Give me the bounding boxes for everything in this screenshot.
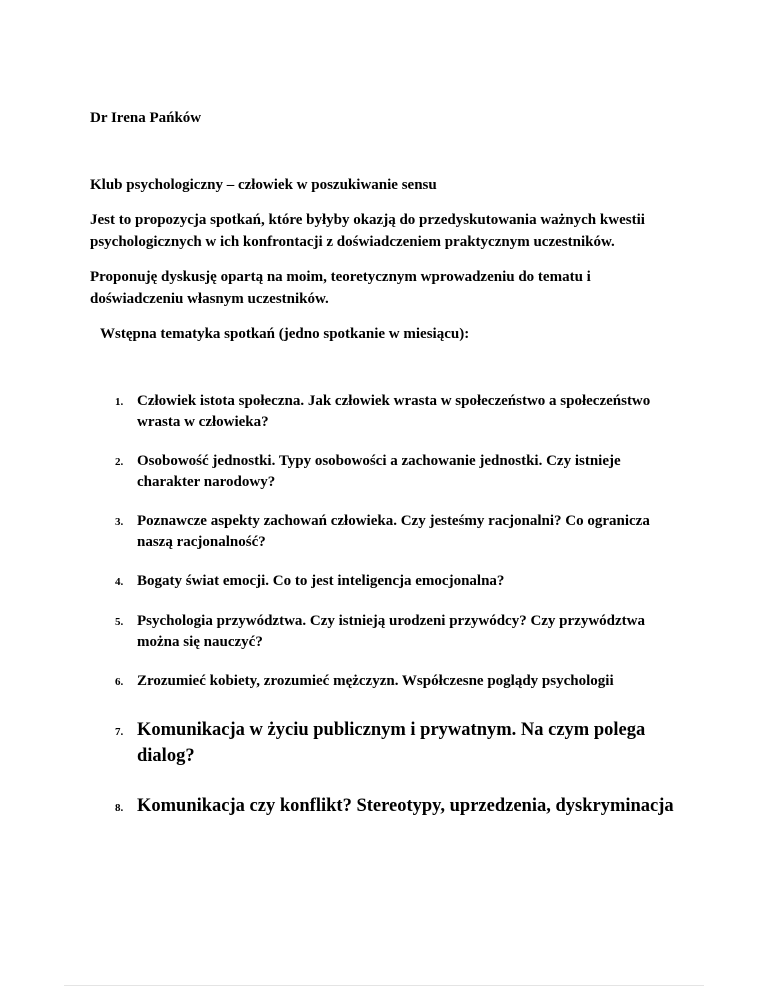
intro-paragraph-2: Proponuję dyskusję opartą na moim, teoretycznym wprowadzeniu do tematu i doświadczeniu własnym uczestników. (90, 269, 591, 307)
document-title: Klub psychologiczny – człowiek w poszukiwanie sensu (90, 177, 437, 193)
list-item-text: Psychologia przywództwa. Czy istnieją urodzeni przywódcy? Czy przywództwa można się nauczyć? (137, 613, 646, 650)
intro-paragraph-1: Jest to propozycja spotkań, które byłyby okazją do przedyskutowania ważnych kwestii psychologicznych w ich konfrontacji z doświadczeniem praktycznym uczestników. (90, 212, 645, 250)
list-item (90, 793, 682, 819)
list-item (90, 671, 682, 693)
list-item-number: 4. (115, 576, 124, 588)
list-item-number: 8. (115, 802, 124, 814)
list-item-number: 1. (115, 396, 124, 408)
list-item-number: 5. (115, 616, 124, 628)
topic-list (90, 391, 682, 819)
list-item (90, 391, 682, 433)
list-item (90, 717, 682, 769)
list-item-text: Komunikacja w życiu publicznym i prywatnym. Na czym polega dialog? (137, 720, 646, 766)
list-item-text: Bogaty świat emocji. Co to jest inteligencja emocjonalna? (137, 573, 505, 589)
list-item (90, 451, 682, 493)
list-intro: Wstępna tematyka spotkań (jedno spotkanie w miesiącu): (100, 326, 470, 342)
list-item-text: Poznawcze aspekty zachowań człowieka. Czy jesteśmy racjonalni? Co ogranicza naszą racjonalność? (137, 513, 650, 550)
list-item-text: Osobowość jednostki. Typy osobowości a zachowanie jednostki. Czy istnieje charakter narodowy? (137, 453, 621, 490)
list-item (90, 571, 682, 593)
author-line: Dr Irena Pańków (90, 110, 202, 126)
list-item-number: 6. (115, 676, 124, 688)
list-item (90, 611, 682, 653)
list-item-number: 2. (115, 456, 124, 468)
page-bottom-edge (64, 985, 704, 986)
list-item-text: Zrozumieć kobiety, zrozumieć mężczyzn. Współczesne poglądy psychologii (137, 673, 614, 689)
list-item (90, 511, 682, 553)
list-item-number: 3. (115, 516, 124, 528)
list-item-number: 7. (115, 726, 124, 738)
list-item-text: Człowiek istota społeczna. Jak człowiek wrasta w społeczeństwo a społeczeństwo wrasta w człowieka? (137, 393, 651, 430)
list-item-text: Komunikacja czy konflikt? Stereotypy, uprzedzenia, dyskryminacja (137, 796, 674, 816)
